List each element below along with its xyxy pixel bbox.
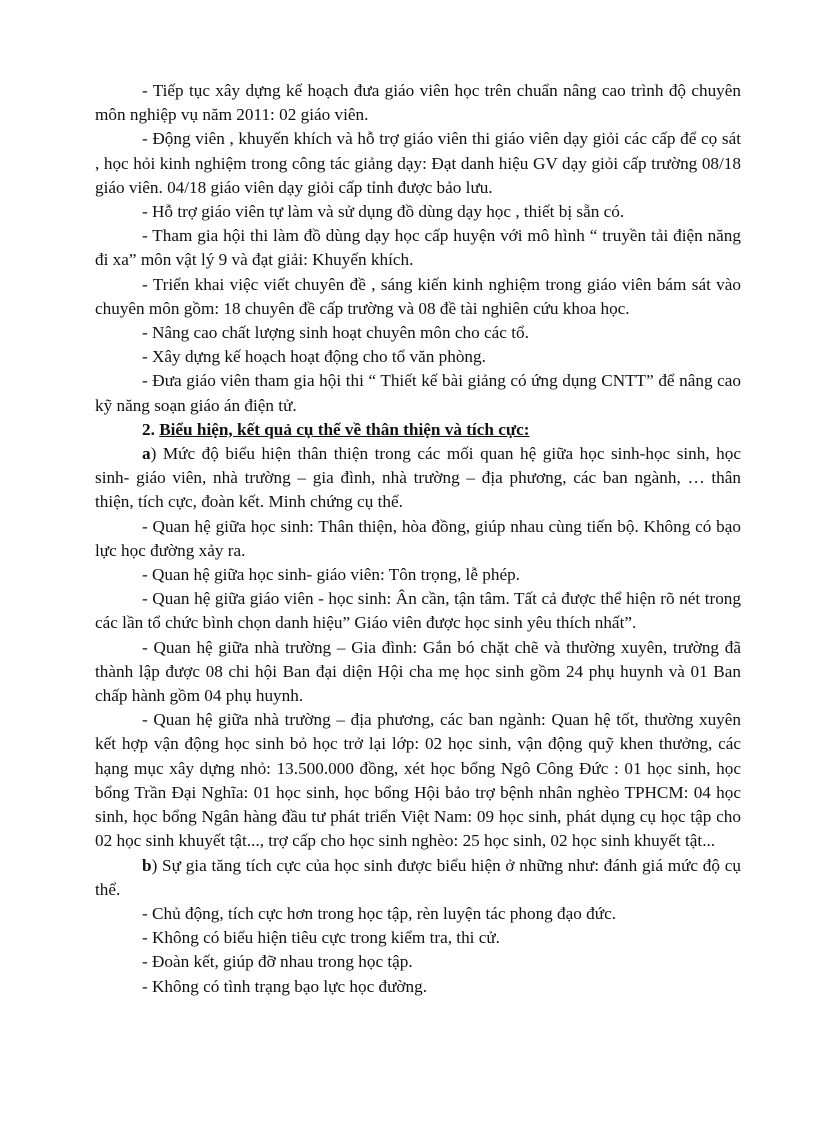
- subsection-text: ) Mức độ biểu hiện thân thiện trong các mối quan hệ giữa học sinh-học sinh, học sinh- giáo viên, nhà trường – gia đình, nhà trường – địa phương, các ban ngành, … thân thiện, tích cực, đoàn kết. Minh chứng cụ thể.: [95, 444, 741, 512]
- paragraph: - Động viên , khuyến khích và hỗ trợ giáo viên thi giáo viên dạy giỏi các cấp để cọ sát , học hỏi kinh nghiệm trong công tác giảng dạy: Đạt danh hiệu GV dạy giỏi cấp trường 08/18 giáo viên. 04/18 giáo viên dạy giỏi cấp tỉnh được bảo lưu.: [95, 129, 741, 197]
- paragraph: - Chủ động, tích cực hơn trong học tập, rèn luyện tác phong đạo đức.: [142, 903, 616, 923]
- paragraph: - Tiếp tục xây dựng kế hoạch đưa giáo viên học trên chuẩn nâng cao trình độ chuyên môn nghiệp vụ năm 2011: 02 giáo viên.: [95, 81, 741, 125]
- subsection-letter: b: [142, 855, 152, 875]
- subsection-b: [95, 854, 741, 902]
- paragraph: - Hỗ trợ giáo viên tự làm và sử dụng đồ dùng dạy học , thiết bị sẵn có.: [142, 202, 625, 222]
- paragraph: - Đoàn kết, giúp đỡ nhau trong học tập.: [142, 952, 413, 972]
- paragraph: - Đưa giáo viên tham gia hội thi “ Thiết kế bài giảng có ứng dụng CNTT” để nâng cao kỹ năng soạn giáo án điện tử.: [95, 371, 741, 415]
- paragraph: - Quan hệ giữa nhà trường – địa phương, các ban ngành: Quan hệ tốt, thường xuyên kết hợp vận động học sinh bỏ học trở lại lớp: 02 học sinh, vận động quỹ khen thưởng, các hạng mục xây dựng nhỏ: 13.500.000 đồng, xét học bổng Ngô Công Đức : 01 học sinh, học bổng Trần Đại Nghĩa: 01 học sinh, học bổng Hội bảo trợ bệnh nhân nghèo TPHCM: 04 học sinh, học bổng Ngân hàng đầu tư phát triển Việt Nam: 09 học sinh, phát dụng cụ học tập cho 02 học sinh khuyết tật..., trợ cấp cho học sinh nghèo: 25 học sinh, 02 học sinh khuyết tật...: [95, 710, 741, 851]
- paragraph: - Triển khai việc viết chuyên đề , sáng kiến kinh nghiệm trong giáo viên bám sát vào chuyên môn gồm: 18 chuyên đề cấp trường và 08 đề tài nghiên cứu khoa học.: [95, 274, 741, 318]
- paragraph: - Không có tình trạng bạo lực học đường.: [142, 976, 427, 996]
- document-page: [95, 79, 741, 999]
- paragraph: - Tham gia hội thi làm đồ dùng dạy học cấp huyện với mô hình “ truyền tải điện năng đi xa” môn vật lý 9 và đạt giải: Khuyến khích.: [95, 226, 741, 270]
- paragraph: - Xây dựng kế hoạch hoạt động cho tổ văn phòng.: [142, 347, 486, 367]
- paragraph: - Quan hệ giữa học sinh- giáo viên: Tôn trọng, lễ phép.: [142, 565, 520, 585]
- paragraph: - Quan hệ giữa giáo viên - học sinh: Ân cần, tận tâm. Tất cả được thể hiện rõ nét trong các lần tổ chức bình chọn danh hiệu” Giáo viên được học sinh yêu thích nhất”.: [95, 589, 741, 633]
- section-number: 2.: [142, 419, 160, 439]
- paragraph: - Nâng cao chất lượng sinh hoạt chuyên môn cho các tổ.: [142, 323, 529, 343]
- subsection-a: [95, 442, 741, 515]
- section-heading: [95, 418, 741, 442]
- subsection-text: ) Sự gia tăng tích cực của học sinh được biểu hiện ở những như: đánh giá mức độ cụ thể.: [95, 855, 741, 899]
- subsection-letter: a: [142, 444, 151, 464]
- paragraph: - Không có biểu hiện tiêu cực trong kiểm tra, thi cử.: [142, 928, 500, 948]
- paragraph: - Quan hệ giữa nhà trường – Gia đình: Gắn bó chặt chẽ và thường xuyên, trường đã thành lập được 08 chi hội Ban đại diện Hội cha mẹ học sinh gồm 24 phụ huynh và 01 Ban chấp hành gồm 04 phụ huynh.: [95, 637, 741, 706]
- paragraph: - Quan hệ giữa học sinh: Thân thiện, hòa đồng, giúp nhau cùng tiến bộ. Không có bạo lực học đường xảy ra.: [95, 516, 741, 560]
- section-title: Biểu hiện, kết quả cụ thể về thân thiện và tích cực:: [159, 419, 530, 439]
